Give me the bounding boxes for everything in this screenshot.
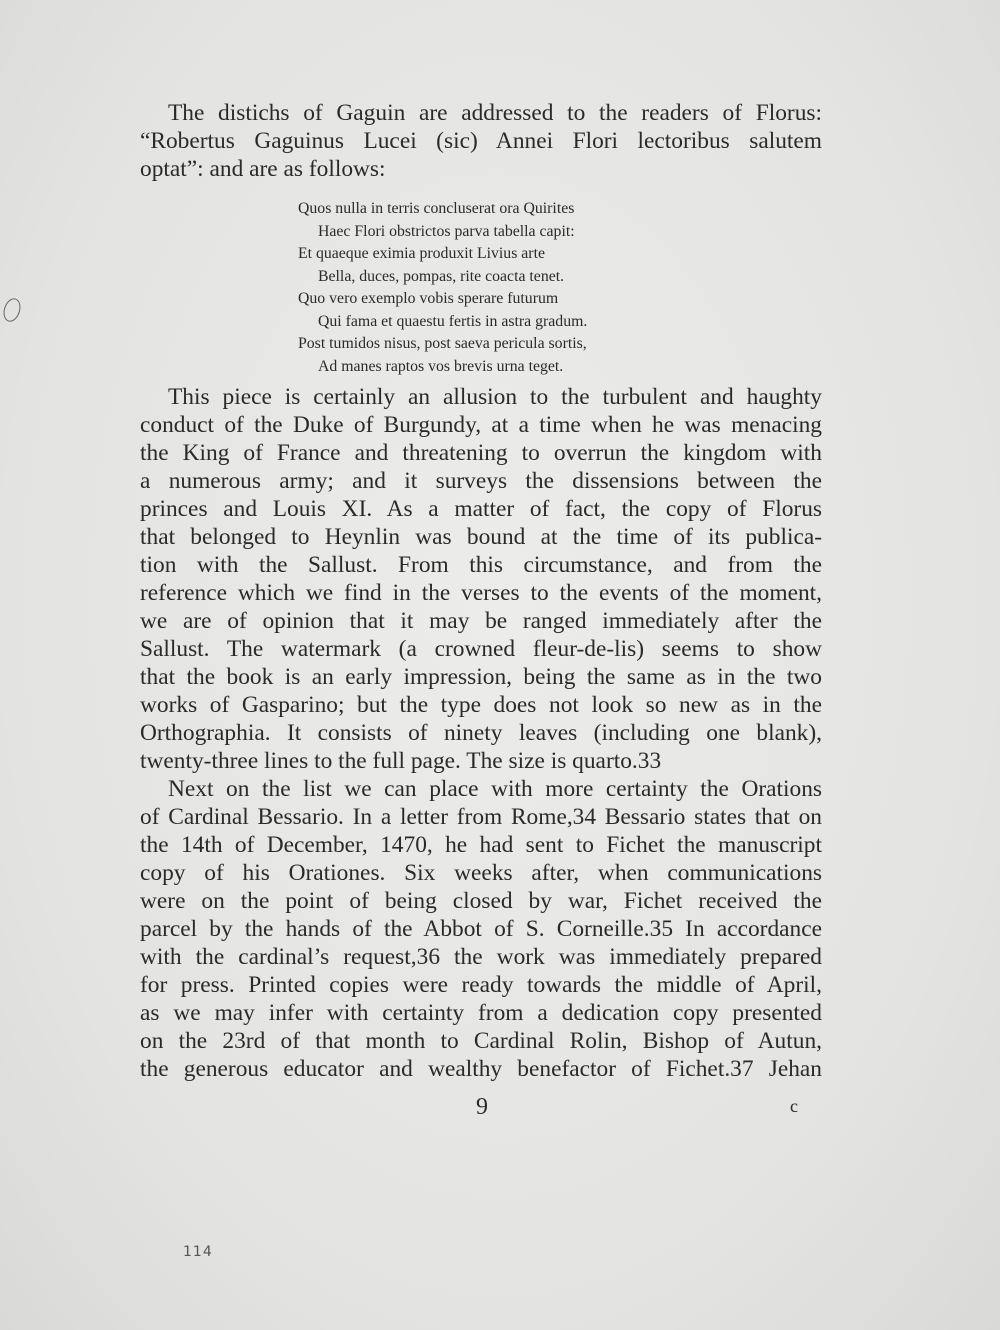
- text-line: The distichs of Gaguin are addressed to the readers of Florus:: [168, 100, 822, 126]
- text-line: works of Gasparino; but the type does not look so new as in the: [140, 692, 822, 718]
- text-line: Orthographia. It consists of ninety leaves (including one blank),: [140, 720, 822, 746]
- text-line: copy of his Orationes. Six weeks after, when communications: [140, 860, 822, 886]
- text-line: the 14th of December, 1470, he had sent to Fichet the manuscript: [140, 832, 822, 858]
- verse-line: Et quaeque eximia produxit Livius arte: [298, 245, 545, 262]
- text-line: on the 23rd of that month to Cardinal Rolin, Bishop of Autun,: [140, 1028, 822, 1054]
- text-line: the generous educator and wealthy benefactor of Fichet.37 Jehan: [140, 1056, 822, 1082]
- text-line: princes and Louis XI. As a matter of fact, the copy of Florus: [140, 496, 822, 522]
- paragraph-1: [140, 99, 822, 183]
- verse-line: Haec Flori obstrictos parva tabella capit:: [318, 222, 575, 240]
- verse-line: Post tumidos nisus, post saeva pericula sortis,: [298, 335, 587, 352]
- text-line: “Robertus Gaguinus Lucei (sic) Annei Flori lectoribus salutem: [140, 128, 822, 154]
- text-line: of Cardinal Bessario. In a letter from Rome,34 Bessario states that on: [140, 804, 822, 830]
- text-line: that the book is an early impression, being the same as in the two: [140, 664, 822, 690]
- paragraph-3: [140, 775, 822, 1083]
- verse-line: Quos nulla in terris concluserat ora Quirites: [298, 200, 575, 217]
- text-line: with the cardinal’s request,36 the work was immediately prepared: [140, 944, 822, 970]
- text-line: the King of France and threatening to overrun the kingdom with: [140, 440, 822, 466]
- text-line: conduct of the Duke of Burgundy, at a time when he was menacing: [140, 412, 822, 438]
- text-line: a numerous army; and it surveys the dissensions between the: [140, 468, 822, 494]
- text-line: twenty-three lines to the full page. The size is quarto.33: [140, 748, 662, 774]
- text-line: we are of opinion that it may be ranged immediately after the: [140, 608, 822, 634]
- text-line: were on the point of being closed by war, Fichet received the: [140, 888, 822, 914]
- text-line: reference which we find in the verses to the events of the moment,: [140, 580, 822, 606]
- text-line: Sallust. The watermark (a crowned fleur-de-lis) seems to show: [140, 636, 822, 662]
- margin-circle-mark: [1, 296, 24, 324]
- text-line: that belonged to Heynlin was bound at the time of its publica-: [140, 524, 822, 550]
- signature-mark: c: [790, 1096, 798, 1116]
- text-line: parcel by the hands of the Abbot of S. Corneille.35 In accordance: [140, 916, 822, 942]
- page-number: 9: [476, 1094, 488, 1120]
- verse-line: Qui fama et quaestu fertis in astra gradum.: [318, 312, 588, 330]
- text-line: for press. Printed copies were ready towards the middle of April,: [140, 972, 822, 998]
- text-line: Next on the list we can place with more certainty the Orations: [168, 776, 822, 802]
- verse-block: [298, 198, 718, 378]
- text-line: tion with the Sallust. From this circumstance, and from the: [140, 552, 822, 578]
- text-line: This piece is certainly an allusion to the turbulent and haughty: [168, 384, 822, 410]
- verse-line: Quo vero exemplo vobis sperare futurum: [298, 290, 559, 307]
- pencil-annotation: 114: [183, 1244, 213, 1260]
- verse-line: Bella, duces, pompas, rite coacta tenet.: [318, 267, 565, 285]
- paragraph-2: [140, 383, 822, 775]
- verse-line: Ad manes raptos vos brevis urna teget.: [318, 357, 564, 375]
- text-line: as we may infer with certainty from a dedication copy presented: [140, 1000, 822, 1026]
- text-line: optat”: and are as follows:: [140, 156, 386, 182]
